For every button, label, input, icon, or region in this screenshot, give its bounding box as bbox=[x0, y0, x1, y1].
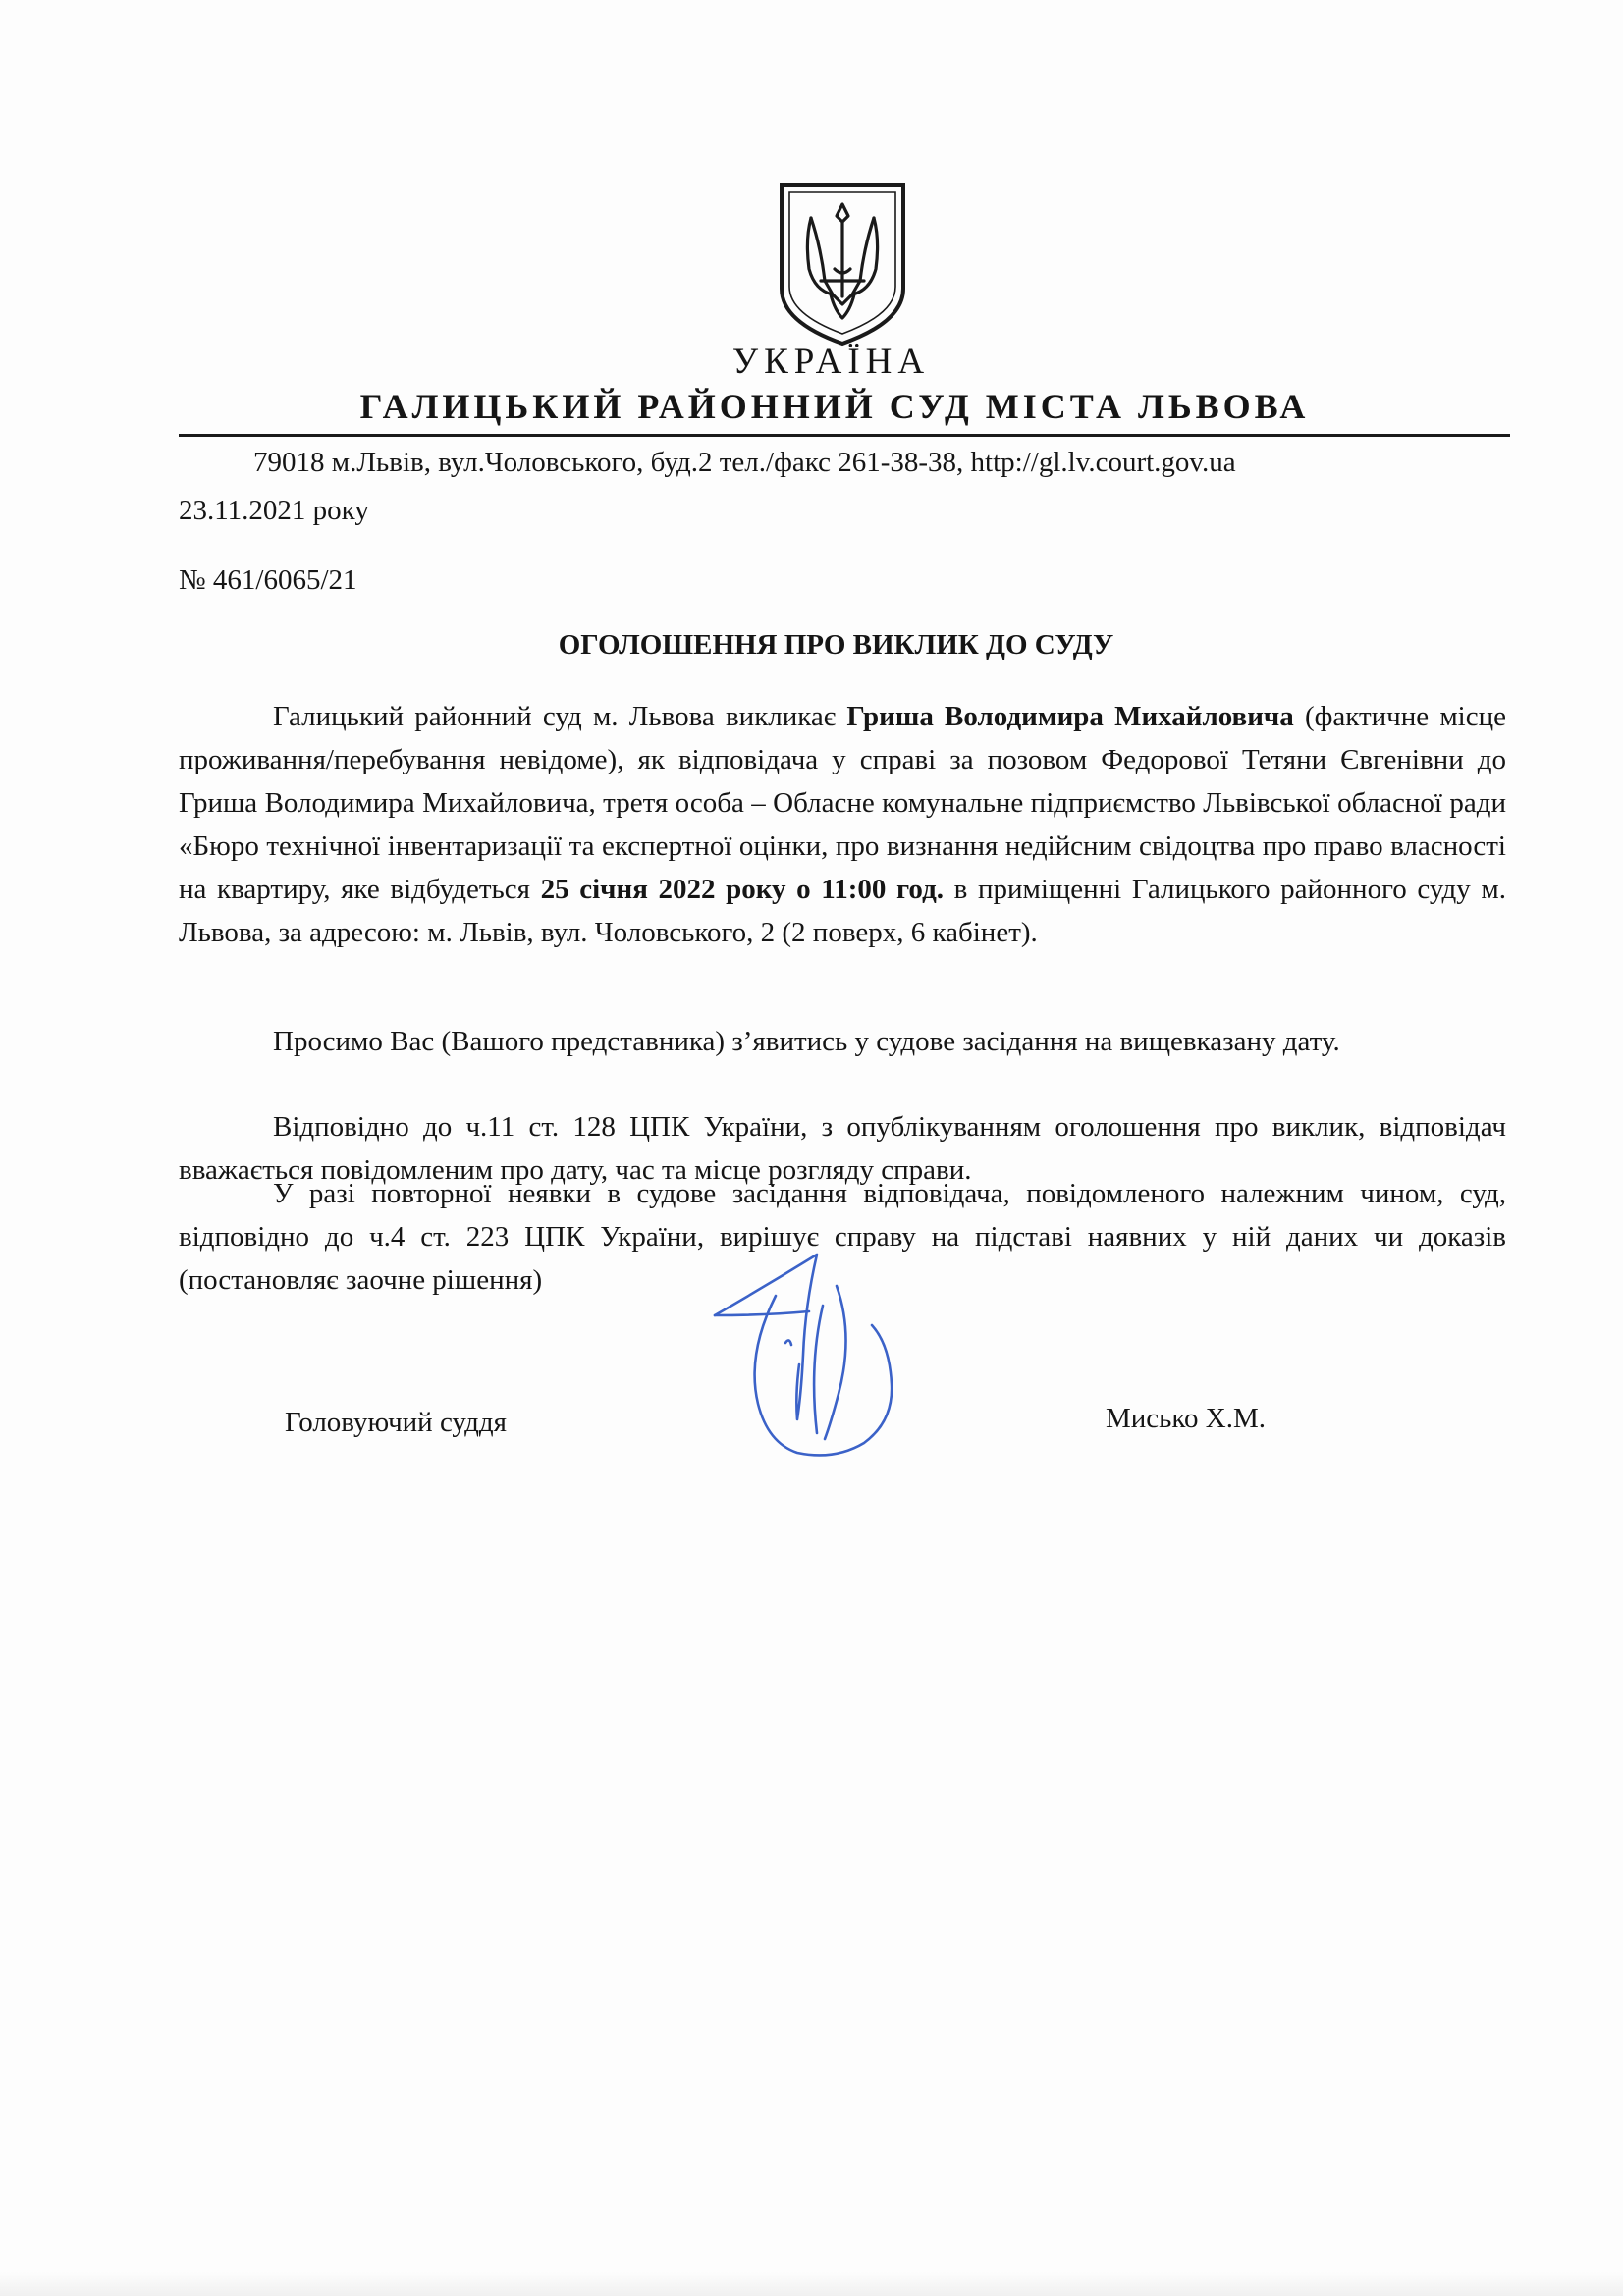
paragraph-summons bbox=[179, 695, 1506, 954]
scan-edge bbox=[0, 2272, 1623, 2296]
court-address: 79018 м.Львів, вул.Чоловського, буд.2 тел./факс 261-38-38, http://gl.lv.court.gov.ua bbox=[253, 447, 1236, 478]
hearing-datetime: 25 січня 2022 року о 11:00 год. bbox=[540, 874, 945, 905]
signatory-position: Головуючий суддя bbox=[285, 1407, 507, 1438]
country-name: УКРАЇНА bbox=[731, 342, 931, 382]
summons-location: в приміщенні Галицького районного суду м. Львова, за адресою: м. Львів, вул. Чоловського, 2 (2 поверх, 6 кабінет). bbox=[179, 874, 1506, 948]
summons-intro: Галицький районний суд м. Львова викликає bbox=[273, 701, 847, 732]
judge-name: Мисько Х.М. bbox=[1106, 1403, 1266, 1434]
request-text: Просимо Вас (Вашого представника) з’явитись у судове засідання на вищевказану дату. bbox=[273, 1026, 1340, 1057]
summons-details: (фактичне місце проживання/перебування невідоме), як відповідача у справі за позовом Федорової Тетяни Євгенівни до Гриша Володимира Михайловича, третя особа – Обласне комунальне підприємство Львівської обласної ради «Бюро технічної інвентаризації та експертної оцінки, про визнання недійсним свідоцтва про право власності на квартиру, яке відбудеться bbox=[179, 701, 1506, 905]
paragraph-request bbox=[179, 1020, 1506, 1063]
document-date: 23.11.2021 року bbox=[179, 495, 369, 526]
handwritten-signature bbox=[707, 1247, 933, 1463]
defendant-name: Гриша Володимира Михайловича bbox=[846, 701, 1294, 732]
document-title: ОГОЛОШЕННЯ ПРО ВИКЛИК ДО СУДУ bbox=[558, 629, 1114, 661]
ukraine-trident-emblem-icon bbox=[776, 179, 909, 347]
notice-text: Відповідно до ч.11 ст. 128 ЦПК України, з опублікуванням оголошення про виклик, відповідач вважається повідомленим про дату, час та місце розгляду справи. bbox=[179, 1111, 1506, 1186]
court-name: ГАЛИЦЬКИЙ РАЙОННИЙ СУД МІСТА ЛЬВОВА bbox=[359, 387, 1310, 426]
default-judgment-text: У разі повторної неявки в судове засідання відповідача, повідомленого належним чином, суд, відповідно до ч.4 ст. 223 ЦПК України, вирішує справу на підставі наявних у ній даних чи доказів (постановляє заочне рішення) bbox=[179, 1178, 1506, 1296]
header-divider bbox=[179, 434, 1510, 437]
case-number: № 461/6065/21 bbox=[179, 564, 357, 596]
